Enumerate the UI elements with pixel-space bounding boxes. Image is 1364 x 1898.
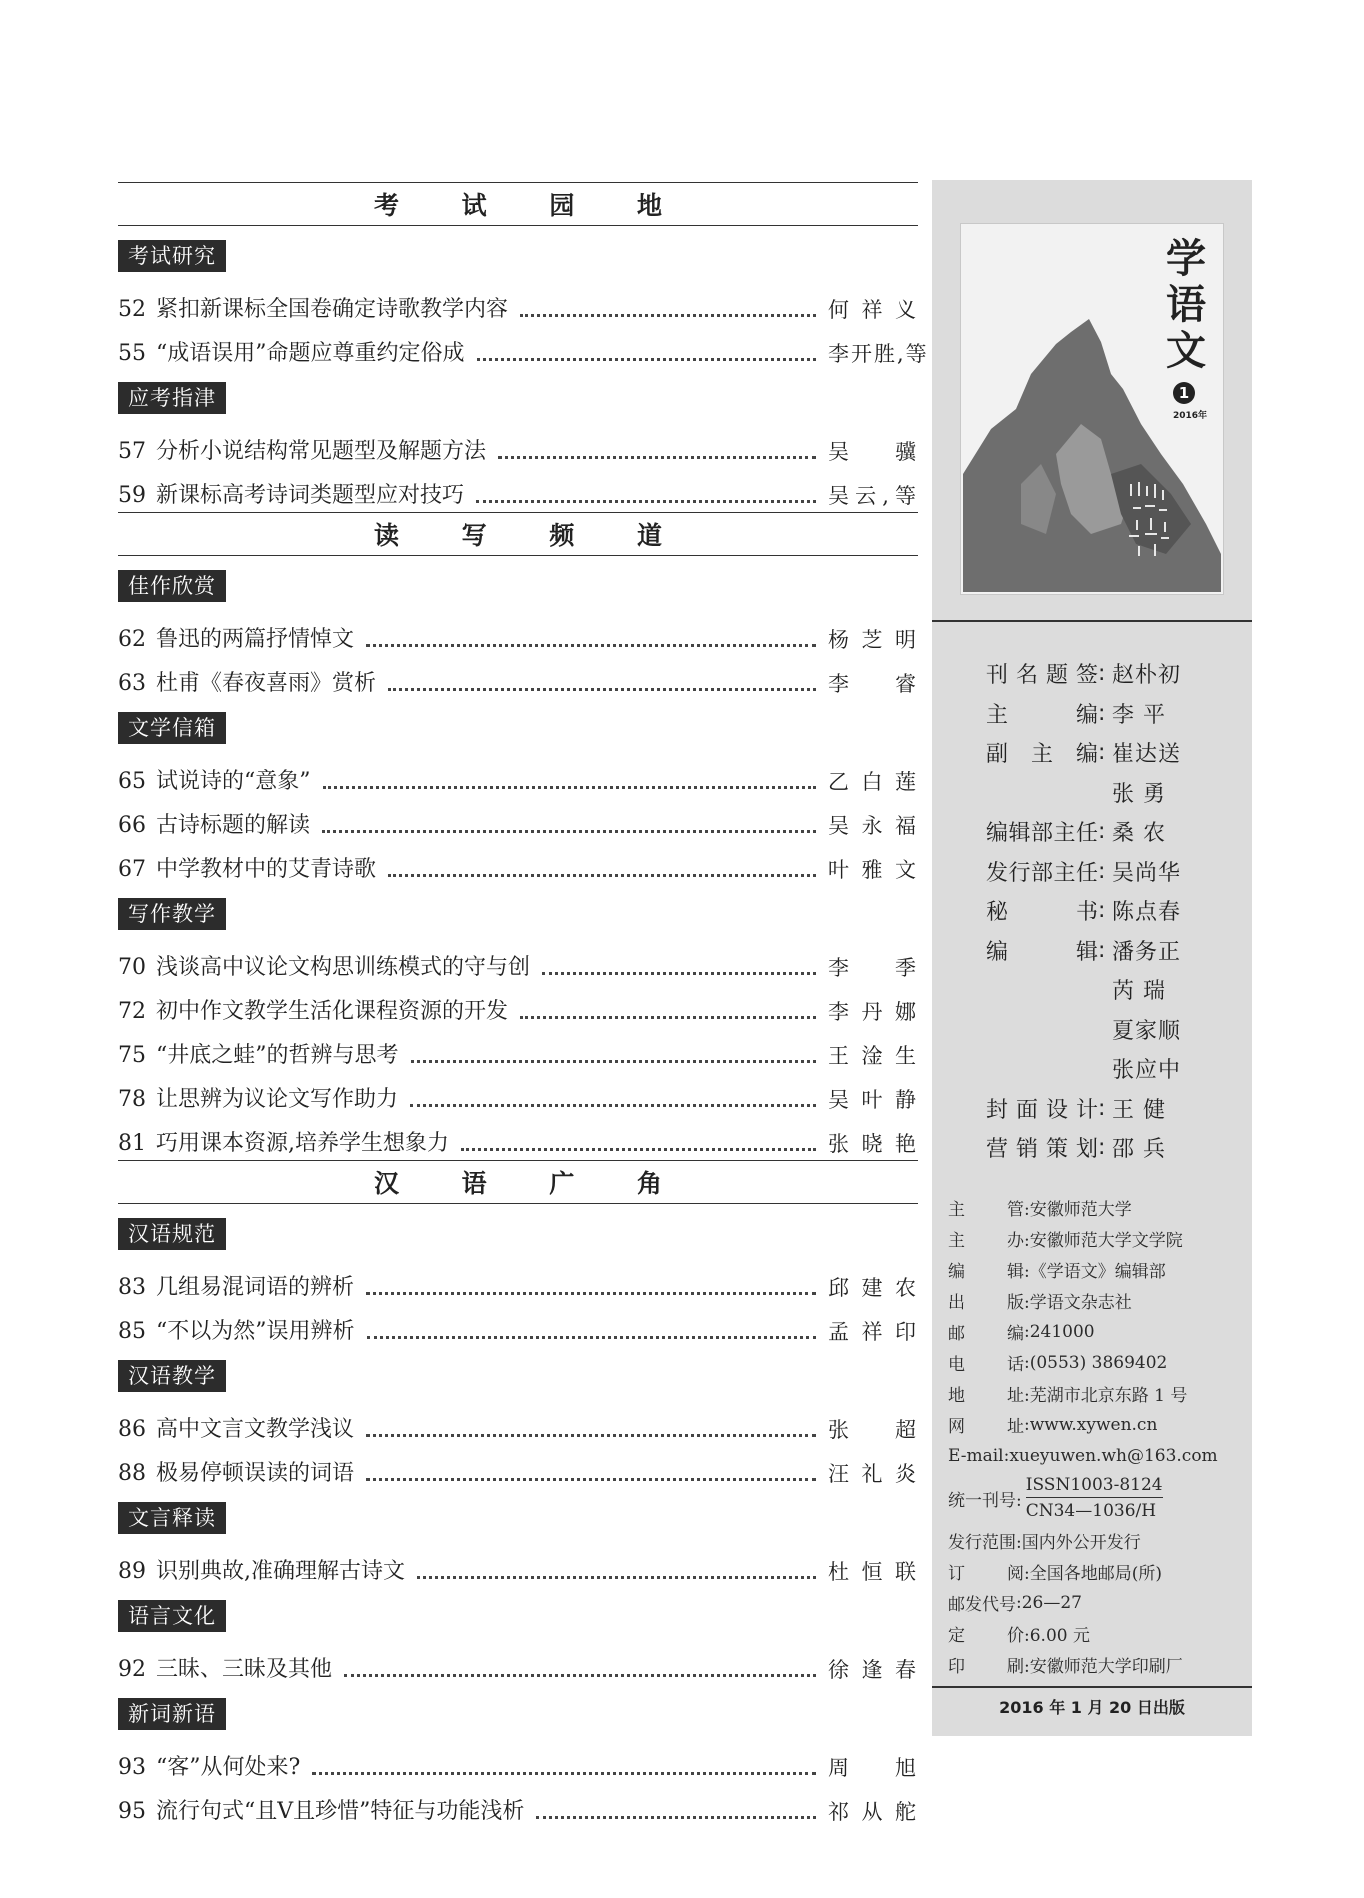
info-value: :芜湖市北京东路 1 号 [1024, 1386, 1188, 1406]
entry-author: 李 季 [828, 956, 918, 980]
info-row [948, 1587, 1248, 1618]
info-row [948, 1409, 1248, 1440]
cover-thumbnail [960, 223, 1224, 595]
info-label: 定价 [948, 1626, 1024, 1646]
entry-page-number: 89 [118, 1559, 146, 1584]
toc-entry[interactable] [118, 1114, 918, 1158]
toc-entry[interactable] [118, 324, 929, 368]
staff-role: 秘书 [986, 900, 1098, 926]
dot-leader [498, 455, 816, 459]
magazine-logo [1163, 236, 1209, 374]
entry-page-number: 78 [118, 1087, 146, 1112]
entry-author: 乙白莲 [828, 770, 918, 794]
info-label: 主管 [948, 1200, 1024, 1220]
toc-entry[interactable] [118, 1258, 918, 1302]
entry-page-number: 65 [118, 769, 146, 794]
info-row [948, 1618, 1248, 1649]
category-block [118, 1586, 918, 1684]
toc-entry[interactable] [118, 610, 918, 654]
info-label: 出版 [948, 1293, 1024, 1313]
entry-title: 让思辨为议论文写作助力 [156, 1087, 399, 1112]
category-label: 文学信箱 [118, 712, 226, 744]
toc-entry[interactable] [118, 1302, 918, 1346]
entry-title: 浅谈高中议论文构思训练模式的守与创 [156, 955, 531, 980]
dot-leader [417, 1575, 816, 1579]
info-row [948, 1254, 1248, 1285]
info-row [948, 1378, 1248, 1409]
entry-title: 几组易混词语的辨析 [156, 1275, 355, 1300]
info-value: xueyuwen.wh@163.com [1009, 1445, 1218, 1466]
entry-page-number: 57 [118, 439, 146, 464]
info-label: 地址 [948, 1386, 1024, 1406]
entry-author: 邱建农 [828, 1276, 918, 1300]
info-value: :《学语文》编辑部 [1024, 1262, 1166, 1282]
category-label: 佳作欣赏 [118, 570, 226, 602]
staff-role: 发行部主任 [986, 860, 1098, 886]
staff-names: 陈点春 [1112, 900, 1182, 926]
toc-entry[interactable] [118, 796, 918, 840]
dot-leader [366, 643, 816, 647]
entry-page-number: 63 [118, 671, 146, 696]
staff-row [986, 1128, 1236, 1168]
staff-role: 主编 [986, 702, 1098, 728]
info-value: :学语文杂志社 [1024, 1293, 1132, 1313]
info-label: 网址 [948, 1417, 1024, 1437]
entry-author: 杜恒联 [828, 1560, 918, 1584]
section-title: 汉 语 广 角 [118, 1160, 918, 1204]
staff-names: 芮 瑞 [1112, 979, 1166, 1005]
entry-author: 李丹娜 [828, 1000, 918, 1024]
info-value: :安徽师范大学文学院 [1024, 1231, 1183, 1251]
cn-number: CN34—1036/H [1025, 1501, 1157, 1521]
category-label: 应考指津 [118, 382, 226, 414]
toc-entry[interactable] [118, 1640, 918, 1684]
entry-title: 中学教材中的艾青诗歌 [156, 857, 377, 882]
category-block [118, 1684, 918, 1826]
entry-author: 吴 骥 [828, 440, 918, 464]
divider [932, 1686, 1252, 1688]
dot-leader [323, 785, 817, 789]
dot-leader [536, 1815, 816, 1819]
info-value: :国内外公开发行 [1016, 1533, 1141, 1553]
publication-info [948, 1192, 1248, 1680]
staff-row [986, 931, 1236, 971]
toc-entry[interactable] [118, 1400, 918, 1444]
staff-row [986, 1010, 1236, 1050]
staff-names: 张应中 [1112, 1058, 1182, 1084]
info-label: 邮编 [948, 1324, 1024, 1344]
info-row [948, 1347, 1248, 1378]
entry-title: 试说诗的“意象” [156, 769, 311, 794]
staff-row [986, 773, 1236, 813]
dot-leader [388, 687, 816, 691]
entry-author: 张 超 [828, 1418, 918, 1442]
entry-author: 李 睿 [828, 672, 918, 696]
entry-title: 初中作文教学生活化课程资源的开发 [156, 999, 509, 1024]
dot-leader [312, 1771, 816, 1775]
logo-char: 学 [1166, 235, 1206, 282]
entry-title: “不以为然”误用辨析 [156, 1319, 355, 1344]
dot-leader [461, 1147, 816, 1151]
staff-names: 赵朴初 [1112, 663, 1182, 689]
issn-label: 统一刊号: [948, 1490, 1022, 1511]
section-title: 考 试 园 地 [118, 182, 918, 226]
entry-page-number: 81 [118, 1131, 146, 1156]
info-value: :26—27 [1016, 1592, 1082, 1613]
entry-page-number: 92 [118, 1657, 146, 1682]
entry-page-number: 95 [118, 1799, 146, 1824]
toc-entry[interactable] [118, 280, 918, 324]
info-value: :全国各地邮局(所) [1024, 1564, 1162, 1584]
toc-entry[interactable] [118, 1542, 918, 1586]
entry-author: 徐逢春 [828, 1658, 918, 1682]
staff-row [986, 970, 1236, 1010]
colon: : [1098, 1135, 1106, 1161]
dot-leader [477, 357, 817, 361]
info-label: 编辑 [948, 1262, 1024, 1282]
category-block [118, 226, 929, 368]
masthead-panel [932, 180, 1252, 1736]
staff-row [986, 812, 1236, 852]
entry-page-number: 72 [118, 999, 146, 1024]
staff-row [986, 891, 1236, 931]
toc-entry[interactable] [118, 840, 918, 884]
info-label: 发行范围 [948, 1533, 1016, 1553]
staff-row [986, 694, 1236, 734]
colon: : [1098, 740, 1106, 766]
category-label: 考试研究 [118, 240, 226, 272]
category-label: 汉语规范 [118, 1218, 226, 1250]
dot-leader [476, 499, 816, 503]
toc-entry[interactable] [118, 466, 918, 510]
entry-author: 叶雅文 [828, 858, 918, 882]
entry-title: “客”从何处来? [156, 1755, 301, 1780]
staff-row [986, 1089, 1236, 1129]
entry-author: 汪礼炎 [828, 1462, 918, 1486]
entry-page-number: 86 [118, 1417, 146, 1442]
staff-role: 刊名题签 [986, 663, 1098, 689]
logo-char: 文 [1166, 327, 1206, 374]
colon: : [1098, 937, 1106, 963]
entry-page-number: 85 [118, 1319, 146, 1344]
info-value: :安徽师范大学印刷厂 [1024, 1657, 1183, 1677]
category-block [118, 698, 918, 884]
entry-author: 李开胜,等 [828, 342, 929, 366]
dot-leader [366, 1291, 816, 1295]
dot-leader [411, 1059, 817, 1063]
category-block [118, 1346, 918, 1488]
staff-names: 夏家顺 [1112, 1018, 1182, 1044]
category-label: 文言释读 [118, 1502, 226, 1534]
publication-date: 2016 年 1 月 20 日出版 [999, 1698, 1185, 1717]
info-row [948, 1556, 1248, 1587]
staff-names: 崔达送 [1112, 742, 1182, 768]
entry-page-number: 83 [118, 1275, 146, 1300]
staff-names: 邵 兵 [1112, 1137, 1166, 1163]
entry-title: 极易停顿误读的词语 [156, 1461, 355, 1486]
category-block [118, 556, 918, 698]
table-of-contents [118, 180, 929, 1826]
entry-page-number: 70 [118, 955, 146, 980]
entry-title: 新课标高考诗词类题型应对技巧 [156, 483, 465, 508]
info-row [948, 1440, 1248, 1471]
info-row [948, 1192, 1248, 1223]
dot-leader [322, 829, 816, 833]
staff-row [986, 852, 1236, 892]
staff-row [986, 654, 1236, 694]
entry-title: 识别典故,准确理解古诗文 [156, 1559, 405, 1584]
category-block [118, 1488, 918, 1586]
staff-names: 李 平 [1112, 702, 1166, 728]
entry-title: 紧扣新课标全国卷确定诗歌教学内容 [156, 297, 509, 322]
entry-author: 杨芝明 [828, 628, 918, 652]
info-value: :www.xywen.cn [1024, 1414, 1158, 1435]
issn-row [948, 1471, 1248, 1525]
entry-title: 流行句式“且V且珍惜”特征与功能浅析 [156, 1799, 525, 1824]
info-row [948, 1223, 1248, 1254]
colon: : [1098, 858, 1106, 884]
entry-author: 吴叶静 [828, 1088, 918, 1112]
dot-leader [388, 873, 816, 877]
category-block [118, 1204, 918, 1346]
info-label: 主办 [948, 1231, 1024, 1251]
category-label: 汉语教学 [118, 1360, 226, 1392]
colon: : [1098, 819, 1106, 845]
category-block [118, 368, 918, 510]
entry-page-number: 67 [118, 857, 146, 882]
info-row [948, 1285, 1248, 1316]
colon: : [1098, 1095, 1106, 1121]
entry-page-number: 52 [118, 297, 146, 322]
dot-leader [520, 1015, 816, 1019]
entry-title: 杜甫《春夜喜雨》赏析 [156, 671, 377, 696]
toc-entry[interactable] [118, 1070, 918, 1114]
info-value: :安徽师范大学 [1024, 1200, 1132, 1220]
entry-page-number: 88 [118, 1461, 146, 1486]
entry-title: 高中文言文教学浅议 [156, 1417, 355, 1442]
dot-leader [366, 1477, 816, 1481]
entry-page-number: 93 [118, 1755, 146, 1780]
entry-author: 吴云,等 [828, 484, 918, 508]
staff-names: 吴尚华 [1112, 860, 1182, 886]
staff-row [986, 733, 1236, 773]
dot-leader [344, 1673, 816, 1677]
colon: : [1098, 700, 1106, 726]
category-label: 写作教学 [118, 898, 226, 930]
info-value: :6.00 元 [1024, 1626, 1090, 1646]
info-label: 订阅 [948, 1564, 1024, 1584]
info-label: 邮发代号 [948, 1595, 1016, 1615]
staff-role: 营销策划 [986, 1137, 1098, 1163]
issn-number: ISSN1003-8124 [1026, 1475, 1163, 1498]
cover-year: 2016年 [1172, 411, 1207, 421]
info-value: :(0553) 3869402 [1024, 1352, 1168, 1373]
entry-author: 何祥义 [828, 298, 918, 322]
dot-leader [410, 1103, 816, 1107]
issue-number: 1 [1173, 382, 1195, 404]
toc-entry[interactable] [118, 1026, 918, 1070]
staff-row [986, 1049, 1236, 1089]
logo-char: 语 [1166, 281, 1206, 328]
colon: : [1098, 898, 1106, 924]
entry-page-number: 75 [118, 1043, 146, 1068]
entry-title: 巧用课本资源,培养学生想象力 [156, 1131, 449, 1156]
category-block [118, 884, 918, 1158]
staff-role: 编辑 [986, 939, 1098, 965]
toc-entry[interactable] [118, 1738, 918, 1782]
info-row [948, 1525, 1248, 1556]
dot-leader [367, 1335, 817, 1339]
category-label: 新词新语 [118, 1698, 226, 1730]
category-label: 语言文化 [118, 1600, 226, 1632]
entry-title: “成语误用”命题应尊重约定俗成 [156, 341, 465, 366]
entry-title: “井底之蛙”的哲辨与思考 [156, 1043, 399, 1068]
section-title: 读 写 频 道 [118, 512, 918, 556]
info-label: E-mail: [948, 1445, 1010, 1466]
entry-author: 祁从舵 [828, 1800, 918, 1824]
staff-role: 编辑部主任 [986, 821, 1098, 847]
entry-title: 古诗标题的解读 [156, 813, 311, 838]
staff-names: 张 勇 [1112, 781, 1166, 807]
staff-list [986, 654, 1236, 1168]
entry-page-number: 62 [118, 627, 146, 652]
toc-entry[interactable] [118, 752, 918, 796]
dot-leader [520, 313, 816, 317]
colon: : [1098, 661, 1106, 687]
staff-names: 王 健 [1112, 1097, 1166, 1123]
toc-entry[interactable] [118, 1782, 918, 1826]
entry-page-number: 55 [118, 341, 146, 366]
staff-names: 桑 农 [1112, 821, 1166, 847]
entry-author: 吴永福 [828, 814, 918, 838]
info-label: 印刷 [948, 1657, 1024, 1677]
info-label: 电话 [948, 1355, 1024, 1375]
entry-page-number: 59 [118, 483, 146, 508]
entry-author: 周 旭 [828, 1756, 918, 1780]
toc-entry[interactable] [118, 938, 918, 982]
staff-names: 潘务正 [1112, 939, 1182, 965]
info-value: :241000 [1024, 1321, 1095, 1342]
toc-entry[interactable] [118, 1444, 918, 1488]
dot-leader [366, 1433, 816, 1437]
toc-entry[interactable] [118, 654, 918, 698]
entry-title: 三昧、三昧及其他 [156, 1657, 333, 1682]
info-row [948, 1649, 1248, 1680]
toc-entry[interactable] [118, 422, 918, 466]
entry-title: 分析小说结构常见题型及解题方法 [156, 439, 487, 464]
dot-leader [542, 971, 816, 975]
entry-author: 张晓艳 [828, 1132, 918, 1156]
divider [932, 620, 1252, 622]
entry-author: 孟祥印 [828, 1320, 918, 1344]
toc-entry[interactable] [118, 982, 918, 1026]
info-row [948, 1316, 1248, 1347]
staff-role: 封面设计 [986, 1097, 1098, 1123]
entry-title: 鲁迅的两篇抒情悼文 [156, 627, 355, 652]
staff-role: 副主编 [986, 742, 1098, 768]
entry-author: 王淦生 [828, 1044, 918, 1068]
entry-page-number: 66 [118, 813, 146, 838]
